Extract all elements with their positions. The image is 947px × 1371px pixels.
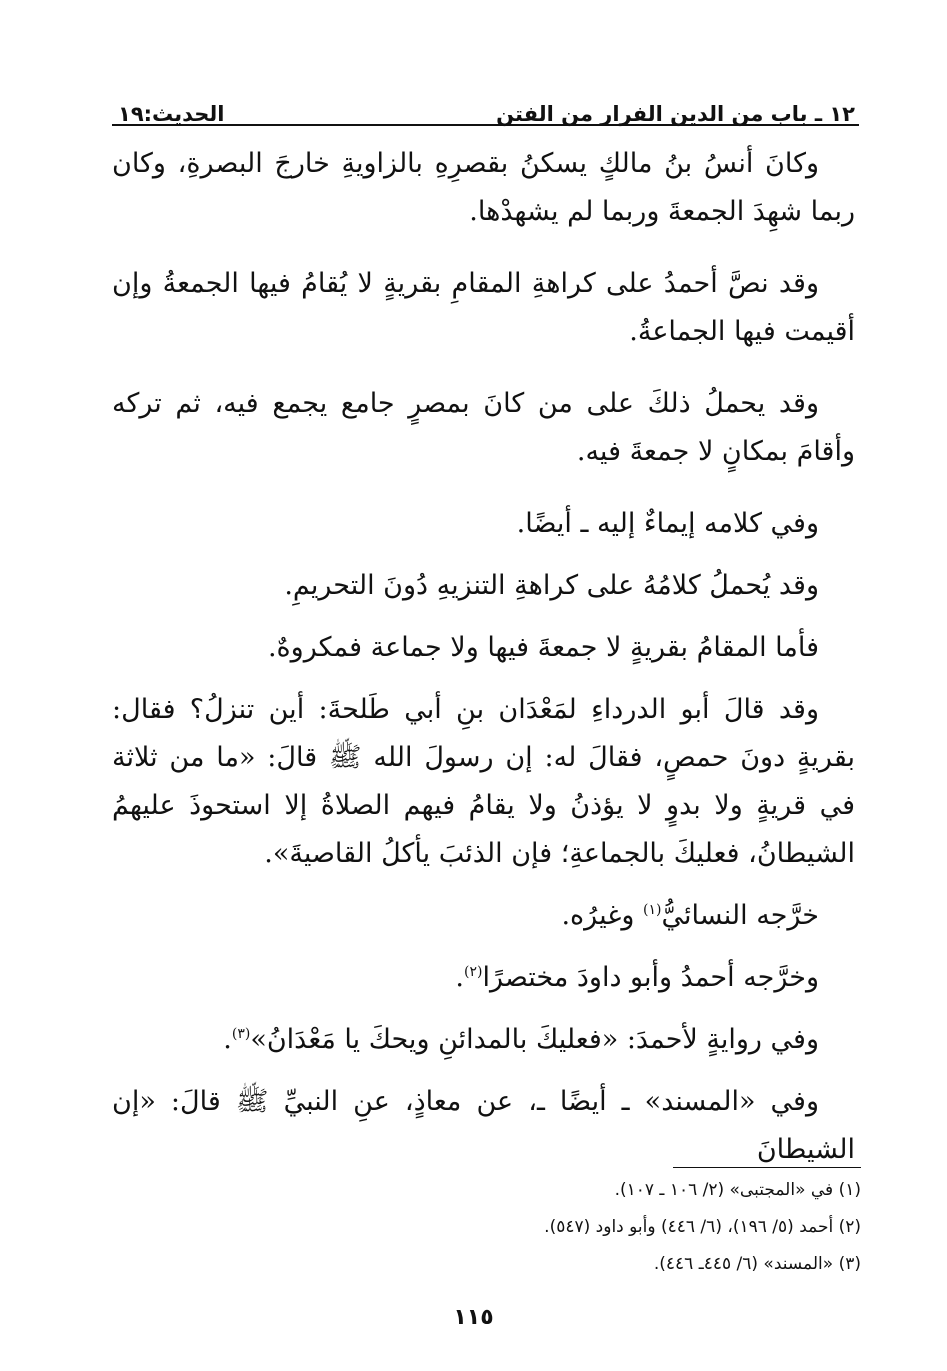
- paragraph-10-text: وفي روايةٍ لأحمدَ: «فعليكَ بالمدائنِ ويحكَ يا مَعْدَانُ»: [250, 1024, 819, 1055]
- main-text: [112, 140, 855, 1174]
- paragraph-10: وفي روايةٍ لأحمدَ: «فعليكَ بالمدائنِ ويحكَ يا مَعْدَانُ»$^{(٣)}$.: [223, 1024, 819, 1055]
- footnote-marker-1: (١): [642, 902, 662, 918]
- footnotes: [300, 1172, 861, 1283]
- hadith-label: الحديث:١٩: [118, 102, 225, 126]
- paragraph-2: وقد نصَّ أحمدُ على كراهةِ المقامِ بقريةٍ لا يُقامُ فيها الجمعةُ وإن أقيمت فيها الجماعةُ.: [112, 268, 855, 347]
- paragraph-6: فأما المقامُ بقريةٍ لا جمعةَ فيها ولا جماعة فمكروهٌ.: [267, 632, 819, 663]
- paragraph-3: وقد يحملُ ذلكَ على من كانَ بمصرٍ جامع يجمع فيه، ثم تركه وأقامَ بمكانٍ لا جمعةَ فيه.: [112, 388, 855, 467]
- page-number: ١١٥: [453, 1305, 494, 1330]
- chapter-title: ١٢ ـ باب من الدين الفرار من الفتن: [496, 102, 855, 126]
- footnote-marker-3: (٣): [231, 1026, 251, 1042]
- running-header: [118, 86, 855, 126]
- paragraph-4: وفي كلامه إيماءٌ إليه ـ أيضًا.: [516, 508, 819, 539]
- footnote-divider: [673, 1167, 861, 1168]
- paragraph-11: وفي «المسند» ـ أيضًا ـ، عن معاذٍ، عنِ النبيِّ ﷺ قالَ: «إن الشيطانَ: [112, 1086, 855, 1165]
- footnote-2: (٢) أحمد (٥/ ١٩٦)، (٦/ ٤٤٦) وأبو داود (٥٤٧).: [544, 1217, 861, 1237]
- footnote-3: (٣) «المسند» (٦/ ٤٤٥ـ ٤٤٦).: [653, 1254, 861, 1274]
- paragraph-5: وقد يُحملُ كلامُهُ على كراهةِ التنزيهِ دُونَ التحريمِ.: [284, 570, 819, 601]
- paragraph-8-tail: وغيرُه.: [561, 900, 635, 931]
- paragraph-7: وقد قالَ أبو الدرداءِ لمَعْدَان بنِ أبي طَلحةَ: أين تنزلُ؟ فقال: بقريةٍ دونَ حمصٍ، فقالَ له: إن رسولَ الله ﷺ قالَ: «ما من ثلاثة في قريةٍ ولا بدوٍ لا يؤذنُ ولا يقامُ فيهم الصلاةُ إلا استحوذَ عليهمُ الشيطانُ، فعليكَ بالجماعةِ؛ فإن الذئبَ يأكلُ القاصيةَ».: [112, 694, 855, 869]
- paragraph-8-text: خرَّجه النسائيُّ: [661, 900, 819, 931]
- paragraph-9-text: وخرَّجه أحمدُ وأبو داودَ مختصرًا: [482, 962, 819, 993]
- footnote-marker-2: (٢): [463, 964, 483, 980]
- paragraph-9: وخرَّجه أحمدُ وأبو داودَ مختصرًا$^{(٢)}$.: [455, 962, 819, 993]
- paragraph-1: وكانَ أنسُ بنُ مالكٍ يسكنُ بقصرِهِ بالزاويةِ خارجَ البصرةِ، وكان ربما شهِدَ الجمعةَ وربما لم يشهدْها.: [112, 148, 855, 227]
- paragraph-8: [112, 892, 855, 940]
- footnote-1: (١) في «المجتبى» (٢/ ١٠٦ ـ ١٠٧).: [614, 1180, 861, 1200]
- header-divider: [112, 124, 859, 126]
